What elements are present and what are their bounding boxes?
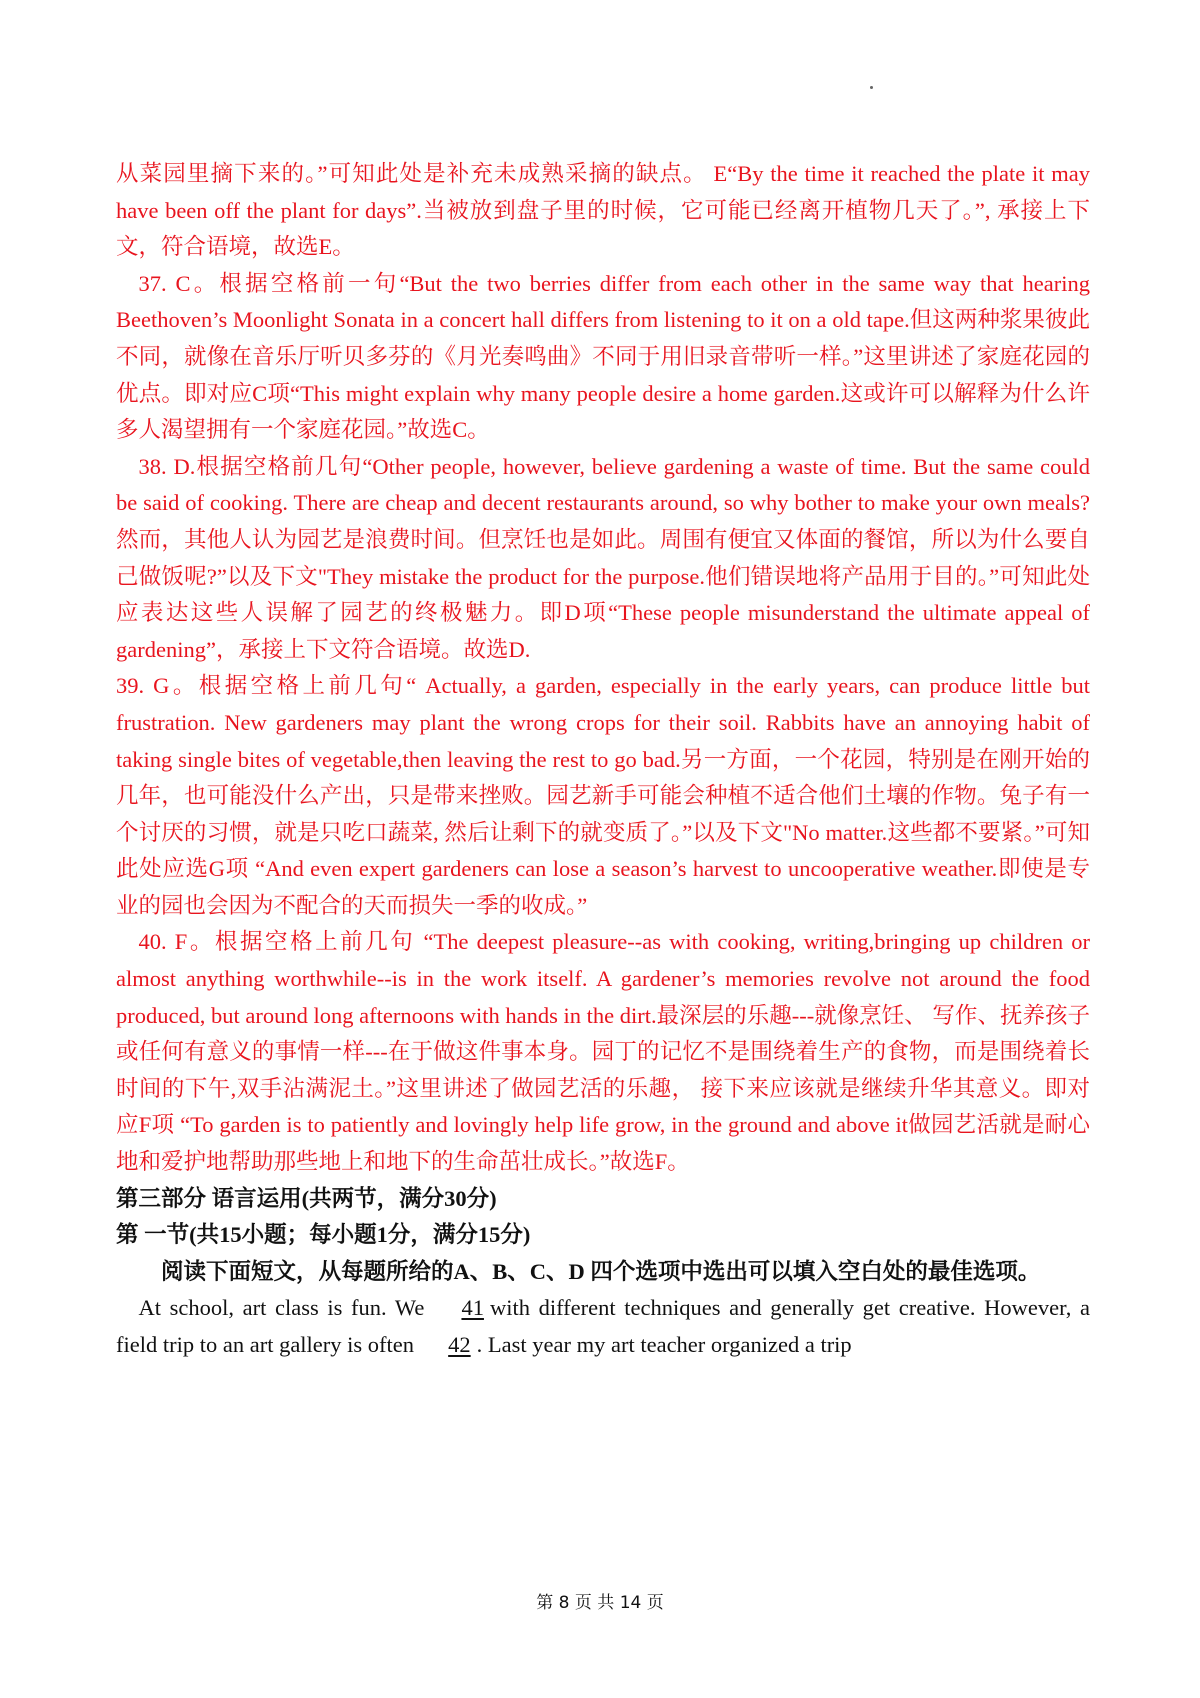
section-part-title: 第三部分 语言运用(共两节，满分30分): [116, 1185, 497, 1211]
answer-37: 37. C。根据空格前一句“But the two berries differ from each other in the same way that hearing Beethoven’s Moonlight Sonata in a concert hall differs from listening to it on a old tape.但这两种浆果彼此不同，就像在音乐厅听贝多芬的《月光奏鸣曲》不同于用旧录音带听一样。”这里讲述了家庭花园的优点。即对应C项“This might explain why many people desire a home garden.这或许可以解释为什么许多人渴望拥有一个家庭花园。”故选C。: [116, 270, 1090, 443]
blank-41: 41: [461, 1295, 484, 1321]
passage-text-1: At school, art class is fun. We: [138, 1295, 433, 1321]
blank-42: 42: [448, 1332, 471, 1357]
passage-paragraph: [116, 1290, 1090, 1363]
answer-39: 39. G。根据空格上前几句“ Actually, a garden, especially in the early years, can produce little but frustration. New gardeners may plant the wrong crops for their soil. Rabbits have an annoying habit of taking single bites of vegetable,then leaving the rest to go bad.另一方面，一个花园，特别是在刚开始的几年，也可能没什么产出，只是带来挫败。园艺新手可能会种植不适合他们土壤的作物。兔子有一个讨厌的习惯，就是只吃口蔬菜, 然后让剩下的就变质了。”以及下文"No matter.这些都不要紧。”可知 此处应选G项 “And even expert gardeners can lose a season’s harvest to uncooperative weather.即使是专业的园也会因为不配合的天而损失一季的收成。”: [116, 673, 1090, 918]
section-instruction: 阅读下面短文，从每题所给的A、B、C、D 四个选项中选出可以填入空白处的最佳选项。: [161, 1258, 1041, 1284]
answer-38: 38. D.根据空格前几句“Other people, however, believe gardening a waste of time. But the same could be said of cooking. There are cheap and decent restaurants around, so why bother to make your own meals?然而，其他人认为园艺是浪费时间。但烹饪也是如此。周围有便宜又体面的餐馆，所以为什么要自己做饭呢?”以及下文"They mistake the product for the purpose.他们错误地将产品用于目的。”可知此处应表达这些人误解了园艺的终极魅力。即D项“These people misunderstand the ultimate appeal of gardening”，承接上下文符合语境。故选D.: [116, 453, 1090, 662]
answer-continuation: 从菜园里摘下来的。”可知此处是补充未成熟采摘的缺点。 E“By the time it reached the plate it may have been off the plant for days”.当被放到盘子里的时候，它可能已经离开植物几天了。”, 承接上下文，符合语境，故选E。: [116, 161, 1090, 260]
page-footer: 第 8 页 共 14 页: [536, 1593, 664, 1613]
page-dot-mark: [870, 86, 873, 89]
passage-text-3: . Last year my art teacher organized a trip: [476, 1332, 852, 1357]
answer-40: 40. F。根据空格上前几句 “The deepest pleasure--as with cooking, writing,bringing up children or almost anything worthwhile--is in the work itself. A gardener’s memories revolve not around the food produced, but around long afternoons with hands in the dirt.最深层的乐趣---就像烹饪、 写作、抚养孩子或任何有意义的事情一样---在于做这件事本身。园丁的记忆不是围绕着生产的食物，而是围绕着长时间的下午,双手沾满泥土。”这里讲述了做园艺活的乐趣， 接下来应该就是继续升华其意义。即对应F项 “To garden is to patiently and lovingly help life grow, in the ground and above it做园艺活就是耐心地和爱护地帮助那些地上和地下的生命茁壮成长。”故选F。: [116, 929, 1090, 1175]
passage-text-2: with different techniques and generally get creative. However, a field trip to an art gallery is often: [116, 1295, 1090, 1357]
page-content: [116, 156, 1090, 1364]
section-sub-title: 第 一节(共15小题；每小题1分，满分15分): [116, 1222, 531, 1248]
